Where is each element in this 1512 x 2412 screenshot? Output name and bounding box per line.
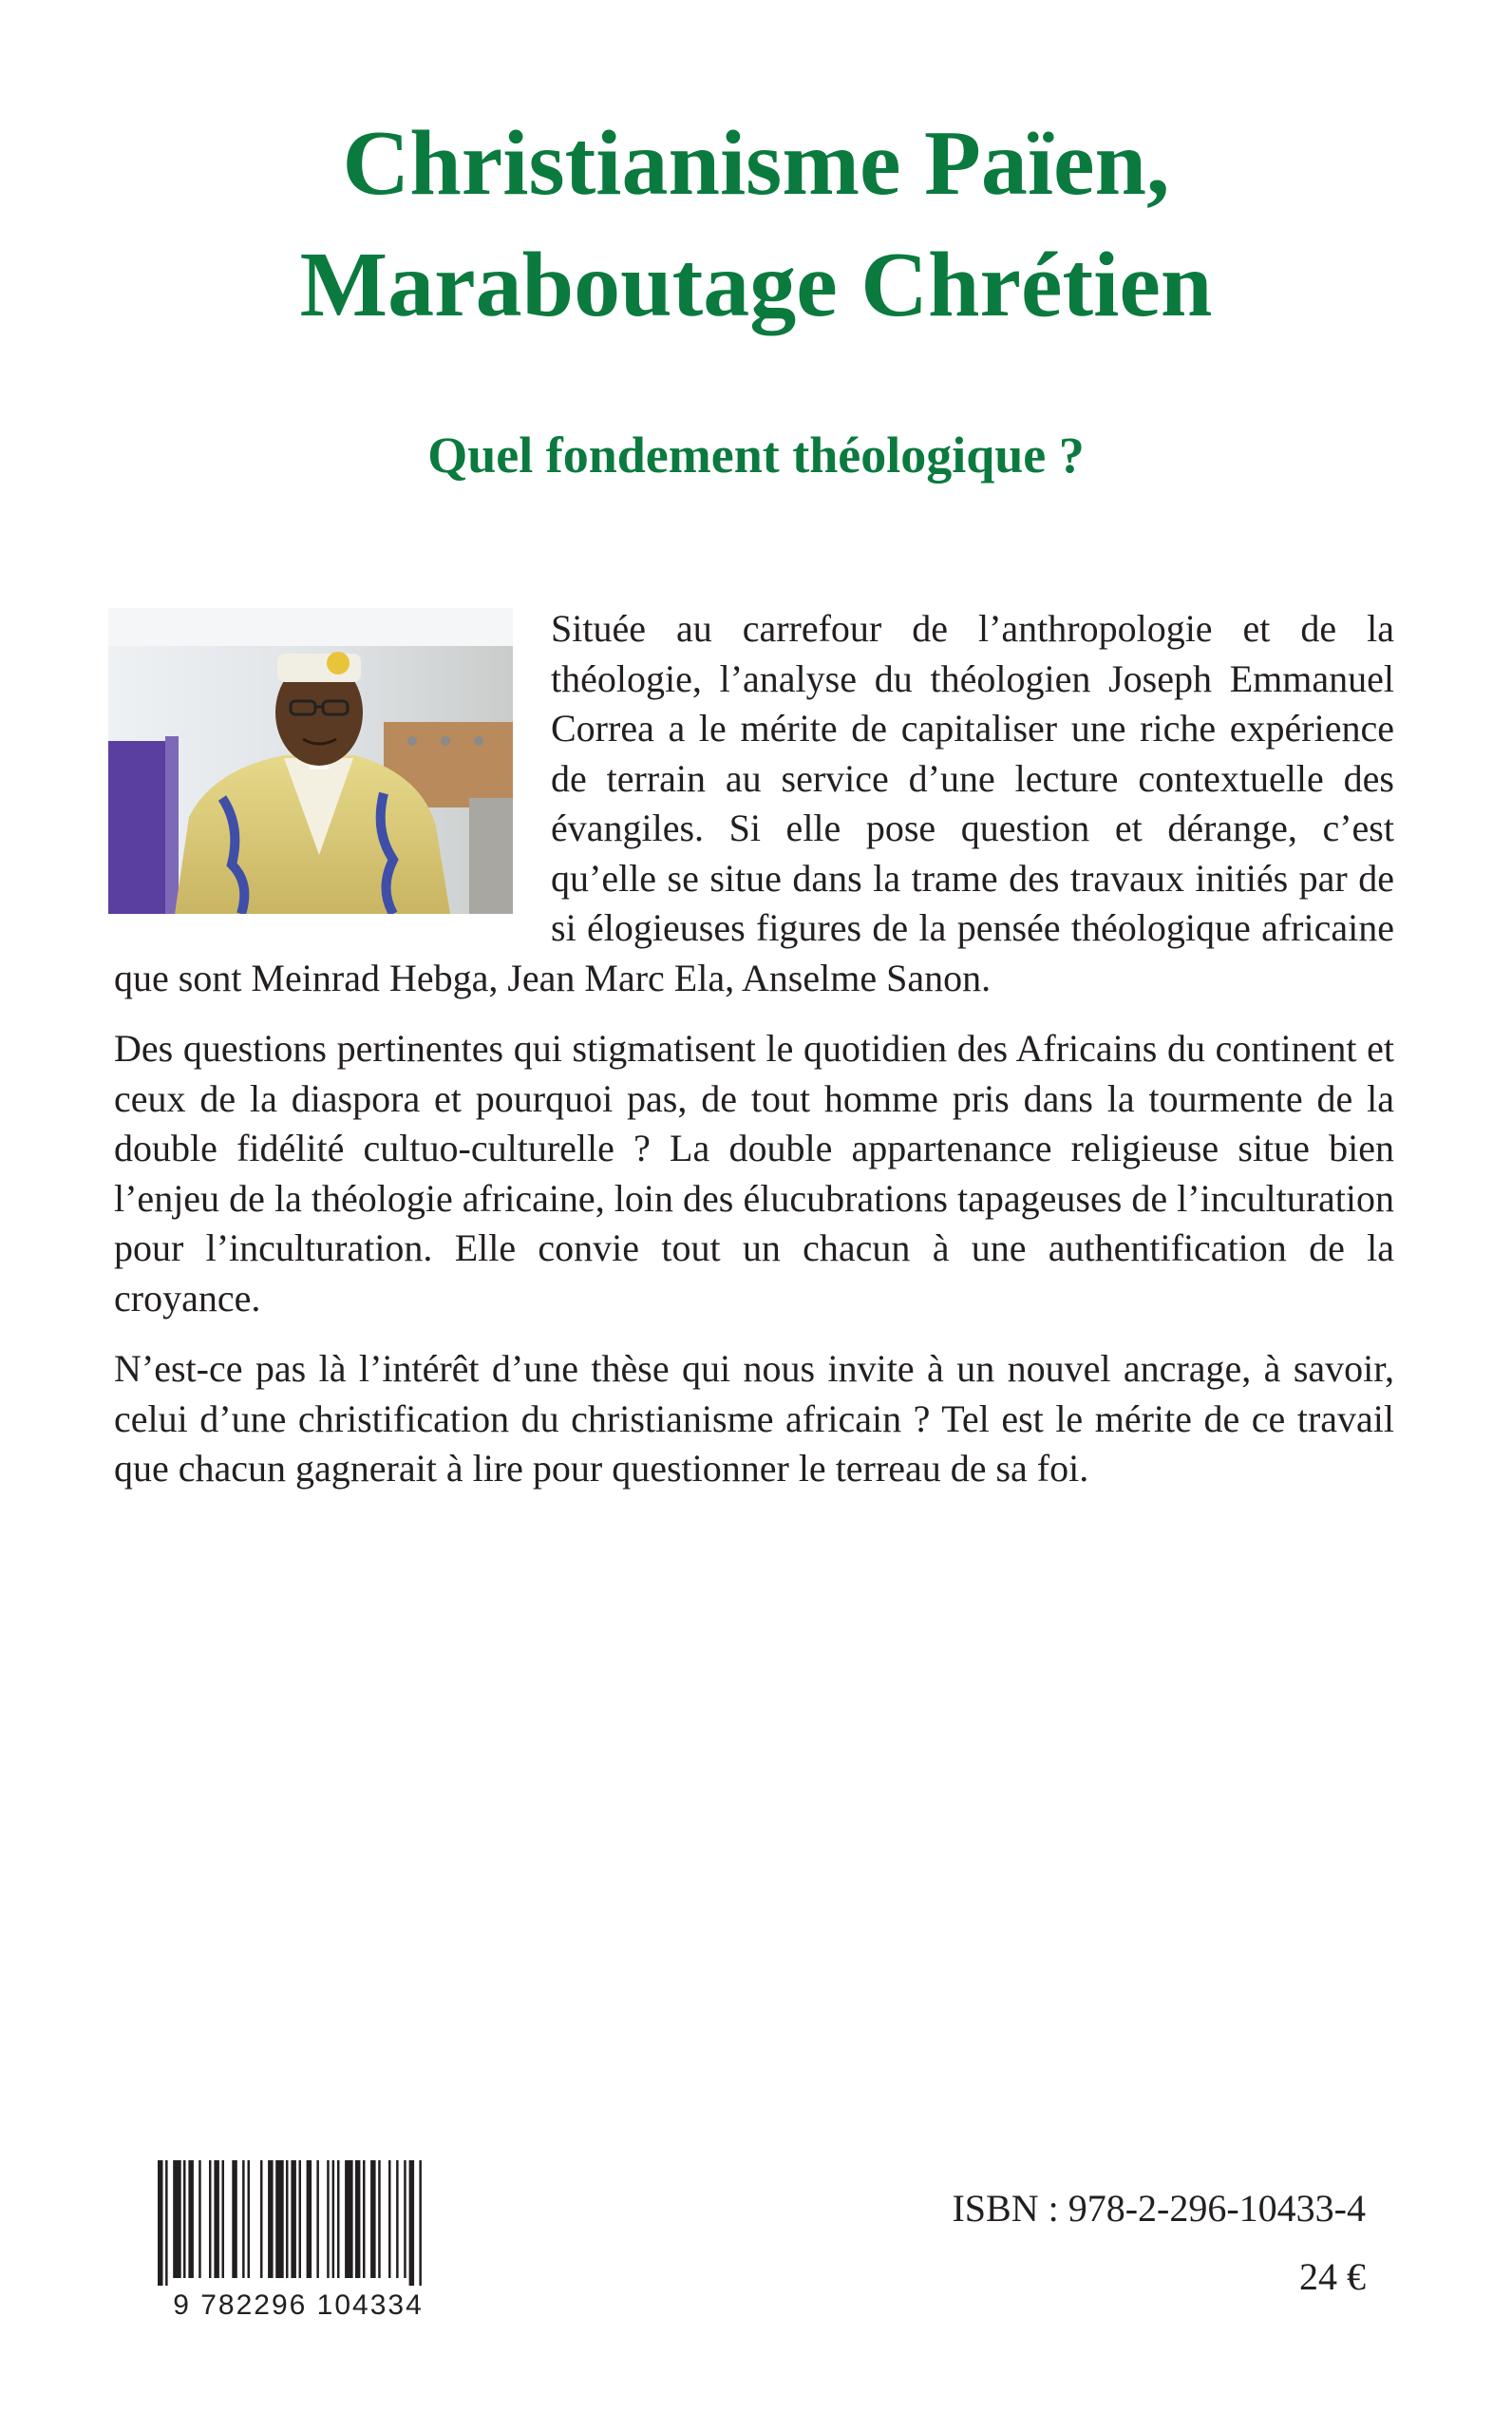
barcode-bar	[355, 2160, 361, 2278]
isbn-number: ISBN : 978-2-296-10433-4	[952, 2187, 1366, 2230]
barcode-bar	[409, 2160, 415, 2286]
barcode-bar	[316, 2160, 319, 2278]
barcode-bar	[404, 2160, 406, 2278]
blurb-paragraph-1: Située au carrefour de l’anthropologie et de la théologie, l’analyse du théologien Joseph Emmanuel Correa a le mérite de capitaliser une riche expérience de terrain au service d’une lecture contextuelle des évangiles. Si elle pose question et dérange, c’est qu’elle se situe dans la trame des travaux initiés par de si élogieuses figures de la pensée théologique africaine que sont Meinrad Hebga, Jean Marc Ela, Anselme Sanon.	[114, 607, 1394, 999]
book-subtitle: Quel fondement théologique ?	[427, 427, 1085, 484]
barcode-bar	[209, 2160, 212, 2278]
barcode-bar	[248, 2160, 251, 2278]
barcode-bar	[214, 2160, 219, 2278]
price: 24 €	[1299, 2255, 1366, 2298]
blurb-paragraph-3: N’est-ce pas là l’intérêt d’une thèse qui nous invite à un nouvel ancrage, à savoir, celui d’une christification du christianisme africain ? Tel est le mérite de ce travail que chacun gagnerait à lire pour questionner le terreau de sa foi.	[114, 1347, 1394, 1490]
barcode-bar	[222, 2160, 225, 2278]
barcode-bar	[275, 2160, 284, 2278]
barcode-bar	[332, 2160, 335, 2278]
barcode-bar	[165, 2160, 168, 2286]
author-photo	[108, 608, 513, 914]
book-title	[0, 103, 1512, 346]
barcode-bar	[232, 2160, 237, 2278]
barcode-bar	[345, 2160, 353, 2278]
barcode-bars	[158, 2160, 422, 2286]
barcode-digits: 9 782296 104334	[173, 2289, 424, 2320]
barcode-bar	[260, 2160, 263, 2278]
isbn-barcode	[146, 2156, 450, 2320]
barcode-bar	[396, 2160, 399, 2278]
barcode-bar	[158, 2160, 163, 2286]
barcode-bar	[183, 2160, 186, 2278]
barcode-bar	[307, 2160, 312, 2278]
barcode-bar	[286, 2160, 289, 2278]
barcode-bar	[242, 2160, 245, 2278]
book-title-line-1: Christianisme Païen,	[342, 112, 1170, 215]
barcode-bar	[188, 2160, 194, 2278]
barcode-bar	[378, 2160, 381, 2278]
barcode-bar	[388, 2160, 391, 2278]
barcode-bar	[419, 2160, 422, 2286]
barcode-bar	[370, 2160, 376, 2278]
barcode-bar	[268, 2160, 274, 2278]
back-cover-blurb	[114, 604, 1394, 1515]
barcode-bar	[291, 2160, 296, 2278]
barcode-bar	[363, 2160, 366, 2278]
barcode-bar	[337, 2160, 340, 2278]
book-title-line-2: Maraboutage Chrétien	[299, 234, 1213, 336]
barcode-bar	[299, 2160, 302, 2278]
barcode-bar	[173, 2160, 181, 2278]
blurb-paragraph-2: Des questions pertinentes qui stigmatisent le quotidien des Africains du continent et ceux de la diaspora et pourquoi pas, de tout homme pris dans la tourmente de la double fidélité cultuo-culturelle ? La double appartenance religieuse situe bien l’enjeu de la théologie africaine, loin des élucubrations tapageuses de l’inculturation pour l’inculturation. Elle convie tout un chacun à une authentification de la croyance.	[114, 1027, 1394, 1320]
barcode-bar	[327, 2160, 330, 2278]
barcode-bar	[198, 2160, 201, 2278]
